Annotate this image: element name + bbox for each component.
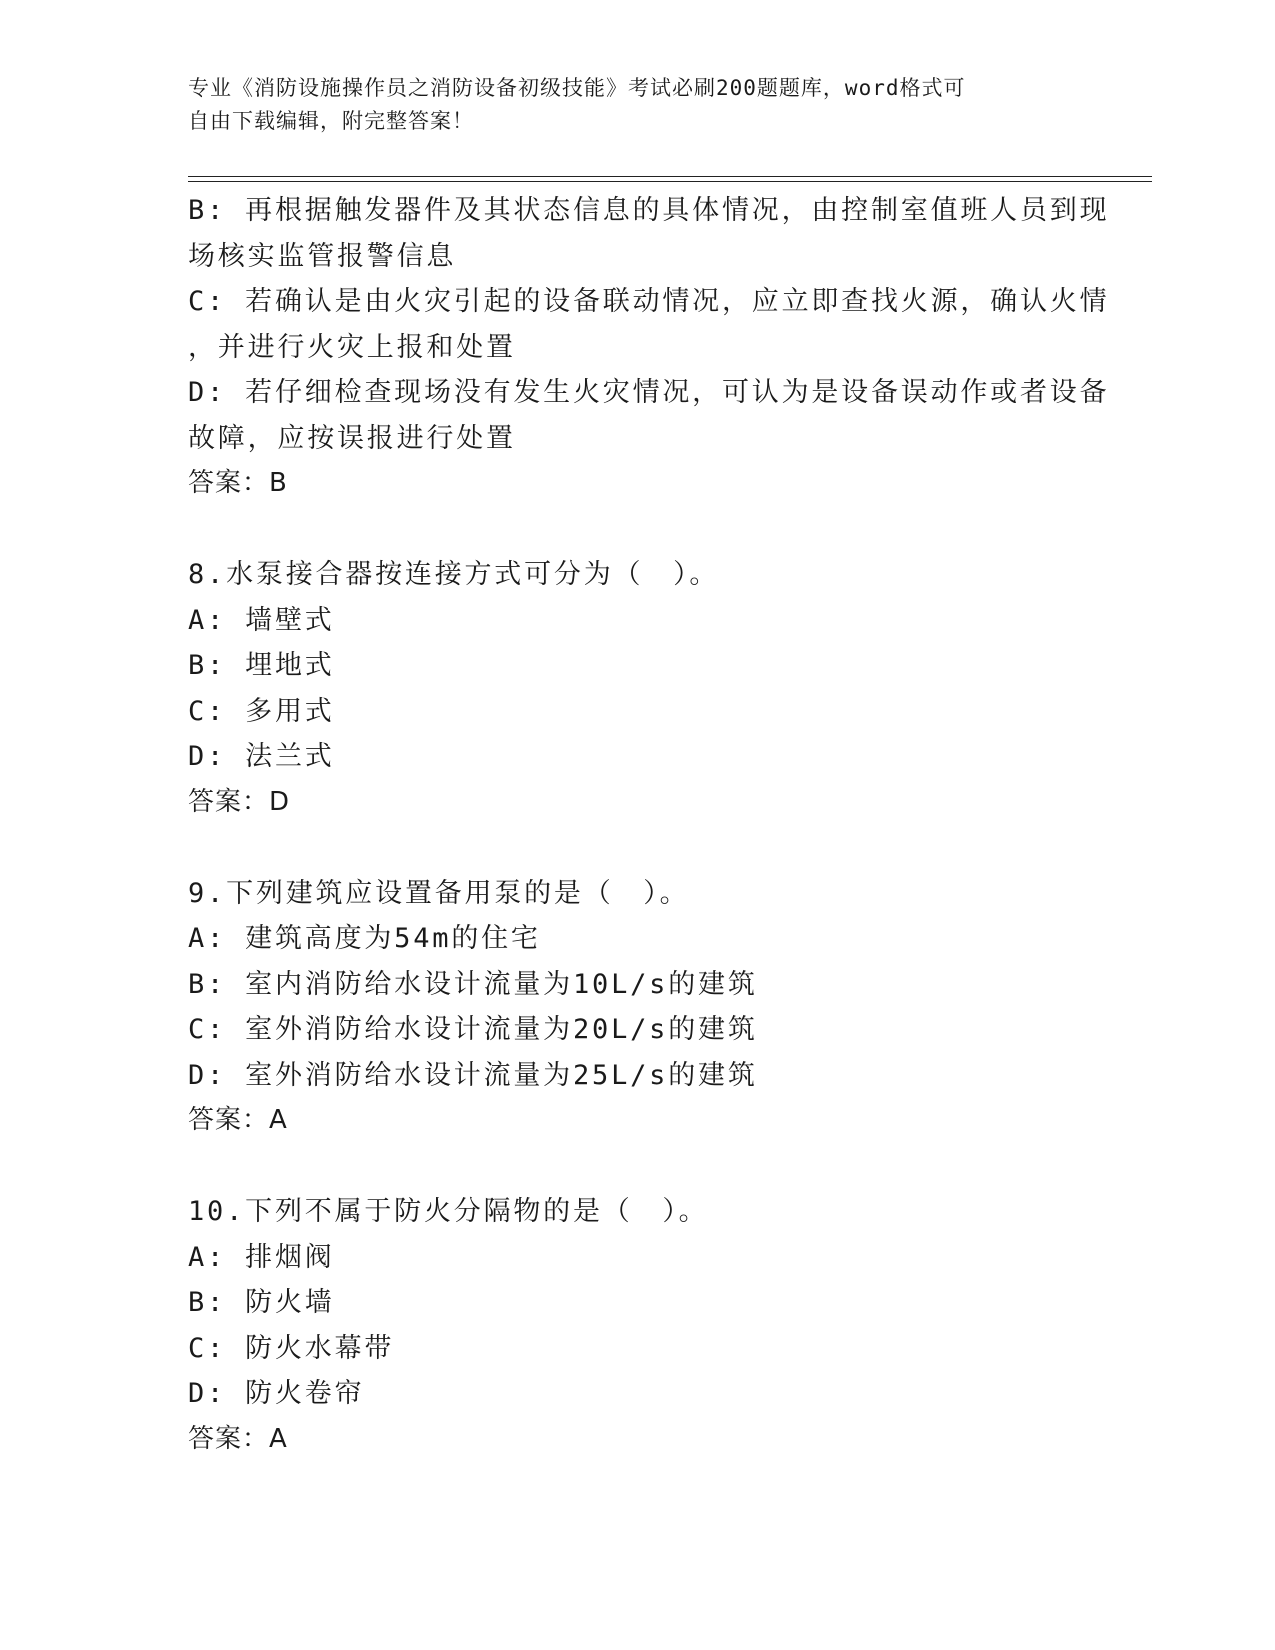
- option-a: A: 建筑高度为54m的住宅: [188, 923, 541, 954]
- header-divider-bottom: [188, 181, 1152, 182]
- option-d: D: 防火卷帘: [188, 1378, 365, 1409]
- option-d-line-1: D: 若仔细检查现场没有发生火灾情况，可认为是设备误动作或者设备: [188, 377, 1110, 408]
- option-c-line-2: ，并进行火灾上报和处置: [188, 331, 516, 363]
- option-b: B: 埋地式: [188, 650, 335, 681]
- question-8: [188, 552, 1088, 825]
- question-answer: 答案：D: [188, 786, 291, 817]
- question-7-continuation: [188, 188, 1110, 507]
- option-d: D: 室外消防给水设计流量为25L/s的建筑: [188, 1059, 758, 1091]
- spacer: [188, 507, 1088, 553]
- header-title-line-1: 专业《消防设施操作员之消防设备初级技能》考试必刷200题题库，word格式可: [188, 76, 966, 100]
- question-9: [188, 871, 1088, 1144]
- question-answer: 答案：A: [188, 1423, 288, 1454]
- option-c: C: 室外消防给水设计流量为20L/s的建筑: [188, 1014, 758, 1045]
- option-b-line-1: B: 再根据触发器件及其状态信息的具体情况，由控制室值班人员到现: [188, 195, 1110, 226]
- option-d: D: 法兰式: [188, 741, 335, 772]
- spacer: [188, 1144, 1088, 1190]
- document-header: [188, 72, 1068, 138]
- option-c-line-1: C: 若确认是由火灾引起的设备联动情况，应立即查找火源，确认火情: [188, 286, 1110, 317]
- header-title-line-2: 自由下载编辑，附完整答案！: [188, 109, 474, 133]
- option-d-line-2: 故障，应按误报进行处置: [188, 422, 516, 454]
- question-stem: 9.下列建筑应设置备用泵的是（ ）。: [188, 877, 690, 909]
- option-c: C: 防火水幕带: [188, 1332, 395, 1364]
- question-stem: 8.水泵接合器按连接方式可分为（ ）。: [188, 559, 720, 590]
- question-answer: 答案：A: [188, 1105, 288, 1135]
- option-b: B: 室内消防给水设计流量为10L/s的建筑: [188, 968, 758, 1000]
- question-stem: 10.下列不属于防火分隔物的是（ ）。: [188, 1196, 709, 1227]
- option-a: A: 墙壁式: [188, 604, 335, 636]
- option-c: C: 多用式: [188, 695, 335, 727]
- question-10: [188, 1189, 1088, 1462]
- option-b-line-2: 场核实监管报警信息: [188, 240, 457, 272]
- header-divider-top: [188, 176, 1152, 177]
- spacer: [188, 825, 1088, 871]
- option-a: A: 排烟阀: [188, 1241, 335, 1273]
- question-7-answer: 答案：B: [188, 468, 288, 498]
- question-list: [188, 188, 1110, 1462]
- option-b: B: 防火墙: [188, 1287, 335, 1318]
